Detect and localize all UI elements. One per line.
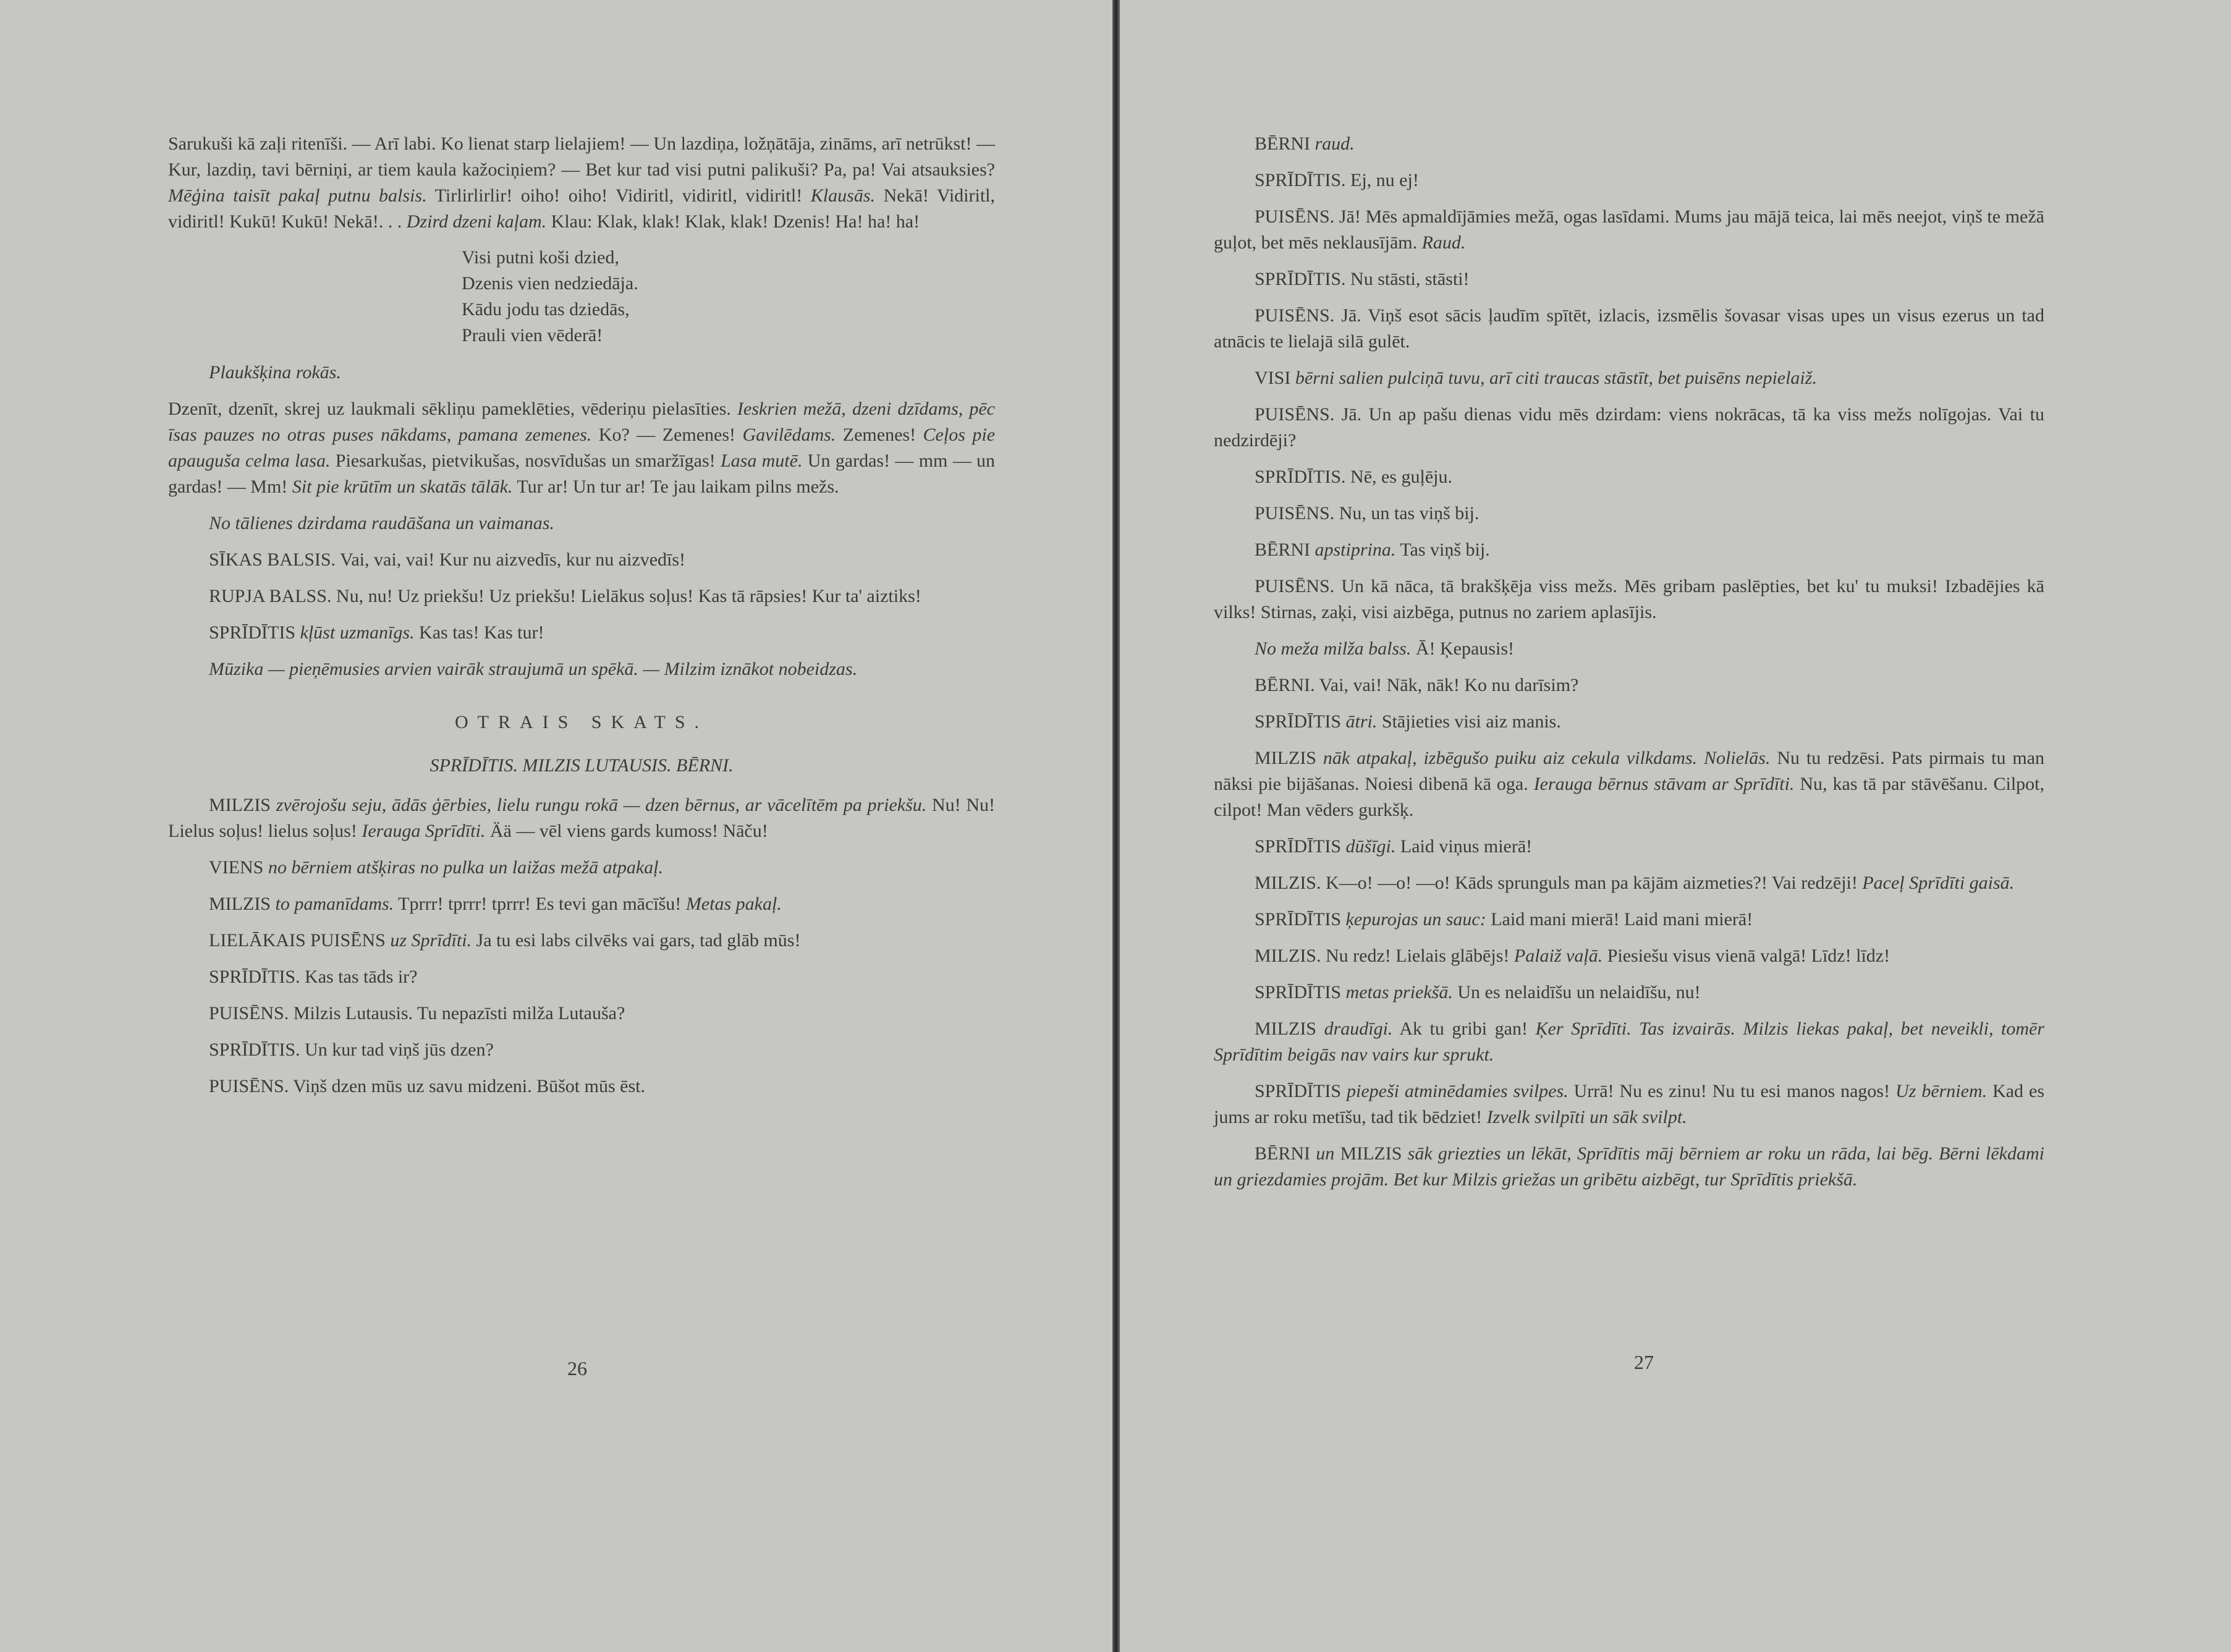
- paragraph: BĒRNI apstiprina. Tas viņš bij.: [1255, 540, 1490, 560]
- paragraph: BĒRNI. Vai, vai! Nāk, nāk! Ko nu darīsim?: [1255, 675, 1579, 695]
- paragraph: PUISĒNS. Un kā nāca, tā brakšķēja viss mežs. Mēs gribam paslēpties, bet ku' tu muksi! Izbadējies kā vilks! Stirnas, zaķi, visi aizbēga, putnus no zariem aplasījis.: [1214, 576, 2044, 622]
- paragraph: VIENS no bērniem atšķiras no pulka un laižas mežā atpakaļ.: [209, 857, 663, 878]
- paragraph: MILZIS. K—o! —o! —o! Kāds sprunguls man pa kājām aizmeties?! Vai redzēji! Paceļ Sprīdīti gaisā.: [1255, 873, 2015, 893]
- left-page: [0, 0, 1112, 1652]
- paragraph: PUISĒNS. Milzis Lutausis. Tu nepazīsti milža Lutauša?: [209, 1003, 625, 1023]
- paragraph: SPRĪDĪTIS. Un kur tad viņš jūs dzen?: [209, 1040, 494, 1060]
- paragraph: BĒRNI raud.: [1255, 133, 1355, 154]
- paragraph: SĪKAS BALSIS. Vai, vai, vai! Kur nu aizvedīs, kur nu aizvedīs!: [209, 549, 686, 570]
- paragraph: SPRĪDĪTIS metas priekšā. Un es nelaidīšu un nelaidīšu, nu!: [1255, 982, 1701, 1002]
- verse-line: Visi putni koši dzied,: [462, 247, 619, 268]
- verse-line: Prauli vien vēderā!: [462, 325, 603, 345]
- paragraph: PUISĒNS. Viņš dzen mūs uz savu midzeni. Būšot mūs ēst.: [209, 1076, 645, 1096]
- paragraph: SPRĪDĪTIS. Nu stāsti, stāsti!: [1255, 269, 1470, 289]
- paragraph: MILZIS zvērojošu seju, ādās ģērbies, lielu rungu rokā — dzen bērnus, ar vācelītēm pa priekšu. Nu! Nu! Lielus soļus! lielus soļus! Ierauga Sprīdīti. Ää — vēl viens gards kumoss! Nāču!: [168, 795, 996, 841]
- paragraph: LIELĀKAIS PUISĒNS uz Sprīdīti. Ja tu esi labs cilvēks vai gars, tad glāb mūs!: [209, 930, 801, 951]
- left-text-column: [168, 131, 995, 1099]
- page-number: 27: [1634, 1351, 1654, 1373]
- book-gutter: [1112, 0, 1120, 1652]
- paragraph: PUISĒNS. Jā. Viņš esot sācis ļaudīm spītēt, izlacis, izsmēlis šovasar visas upes un visus ezerus un tad atnācis te lielajā silā gulēt.: [1214, 305, 2044, 352]
- paragraph: SPRĪDĪTIS ķepurojas un sauc: Laid mani mierā! Laid mani mierā!: [1255, 909, 1753, 930]
- paragraph: MILZIS. Nu redz! Lielais glābējs! Palaiž vaļā. Piesiešu visus vienā valgā! Līdz! līdz!: [1255, 946, 1890, 966]
- paragraph: VISI bērni salien pulciņā tuvu, arī citi traucas stāstīt, bet puisēns nepielaiž.: [1255, 368, 1817, 388]
- paragraph: SPRĪDĪTIS. Nē, es guļēju.: [1255, 467, 1452, 487]
- scene-cast: SPRĪDĪTIS. MILZIS LUTAUSIS. BĒRNI.: [430, 755, 734, 776]
- right-page: [1120, 0, 2231, 1652]
- stage-direction: No tālienes dzirdama raudāšana un vaimanas.: [209, 513, 554, 533]
- paragraph: SPRĪDĪTIS piepeši atminēdamies svilpes. Urrā! Nu es zinu! Nu tu esi manos nagos! Uz bērniem. Kad es jums ar roku metīšu, tad tik bēdziet! Izvelk svilpīti un sāk svilpt.: [1214, 1081, 2044, 1127]
- paragraph: SPRĪDĪTIS kļūst uzmanīgs. Kas tas! Kas tur!: [209, 622, 544, 643]
- paragraph: SPRĪDĪTIS ātri. Stājieties visi aiz manis.: [1255, 711, 1561, 732]
- scene-title: OTRAIS SKATS.: [454, 712, 709, 732]
- paragraph: BĒRNI un MILZIS sāk griezties un lēkāt, Sprīdītis māj bērniem ar roku un rāda, lai bēg. Bērni lēkdami un griezdamies projām. Bet kur Milzis griežas un gribētu aizbēgt, tur Sprīdītis priekšā.: [1214, 1143, 2044, 1190]
- verse-line: Dzenis vien nedziedāja.: [462, 273, 638, 294]
- stage-direction: Plaukšķina rokās.: [209, 362, 341, 383]
- paragraph: RUPJA BALSS. Nu, nu! Uz priekšu! Uz priekšu! Lielākus soļus! Kas tā rāpsies! Kur ta' aiztiks!: [209, 586, 921, 606]
- paragraph: No meža milža balss. Ā! Ķepausis!: [1255, 638, 1514, 659]
- paragraph: SPRĪDĪTIS. Ej, nu ej!: [1255, 170, 1419, 190]
- paragraph: PUISĒNS. Nu, un tas viņš bij.: [1255, 503, 1480, 523]
- stage-direction: Mūzika — pieņēmusies arvien vairāk straujumā un spēkā. — Milzim iznākot nobeidzas.: [209, 659, 858, 679]
- paragraph: PUISĒNS. Jā! Mēs apmaldījāmies mežā, ogas lasīdami. Mums jau mājā teica, lai mēs neejot, viņš te mežā guļot, bet mēs neklausījām. Raud.: [1214, 206, 2044, 253]
- paragraph: SPRĪDĪTIS. Kas tas tāds ir?: [209, 967, 418, 987]
- paragraph: MILZIS to pamanīdams. Tprrr! tprrr! tprrr! Es tevi gan mācīšu! Metas pakaļ.: [209, 894, 782, 914]
- paragraph: PUISĒNS. Jā. Un ap pašu dienas vidu mēs dzirdam: viens nokrācas, tā ka viss mežs nolīgojas. Vai tu nedzirdēji?: [1214, 404, 2044, 451]
- paragraph: MILZIS draudīgi. Ak tu gribi gan! Ķer Sprīdīti. Tas izvairās. Milzis liekas pakaļ, bet neveikli, tomēr Sprīdītim beigās nav vairs kur sprukt.: [1214, 1019, 2045, 1065]
- verse: [462, 245, 995, 349]
- verse-line: Kādu jodu tas dziedās,: [462, 299, 630, 320]
- paragraph: Dzenīt, dzenīt, skrej uz laukmali sēkliņu pameklēties, vēderiņu pielasīties. Ieskrien mežā, dzeni dzīdams, pēc īsas pauzes no otras puses nākdams, pamana zemenes. Ko? — Zemenes! Gavilēdams. Zemenes! Ceļos pie apauguša celma lasa. Piesarkušas, pietvikušas, nosvīdušas un smaržīgas! Lasa mutē. Un gardas! — mm — un gardas! — Mm! Sit pie krūtīm un skatās tālāk. Tur ar! Un tur ar! Te jau laikam pilns mežs.: [168, 399, 996, 497]
- paragraph: Sarukuši kā zaļi ritenīši. — Arī labi. Ko lienat starp lielajiem! — Un lazdiņa, ložņātāja, zināms, arī netrūkst! — Kur, lazdiņ, tavi bērniņi, ar tiem kaula kažociņiem? — Bet kur tad visi putni palikuši? Pa, pa! Vai atsauksies? Mēģina taisīt pakaļ putnu balsis. Tirlirlirlir! oiho! oiho! Vidiritl, vidiritl, vidiritl! Klausās. Nekā! Vidiritl, vidiritl! Kukū! Kukū! Nekā!. . . Dzird dzeni kaļam. Klau: Klak, klak! Klak, klak! Dzenis! Ha! ha! ha!: [168, 133, 995, 232]
- page-number: 26: [567, 1357, 587, 1379]
- paragraph: MILZIS nāk atpakaļ, izbēgušo puiku aiz cekula vilkdams. Nolielās. Nu tu redzēsi. Pats pirmais tu man nāksi pie bijāšanas. Noiesi dibenā kā oga. Ierauga bērnus stāvam ar Sprīdīti. Nu, kas tā par stāvēšanu. Cilpot, cilpot! Man vēders gurkšķ.: [1214, 748, 2045, 820]
- paragraph: SPRĪDĪTIS dūšīgi. Laid viņus mierā!: [1255, 836, 1533, 857]
- right-text-column: [1214, 131, 2044, 1193]
